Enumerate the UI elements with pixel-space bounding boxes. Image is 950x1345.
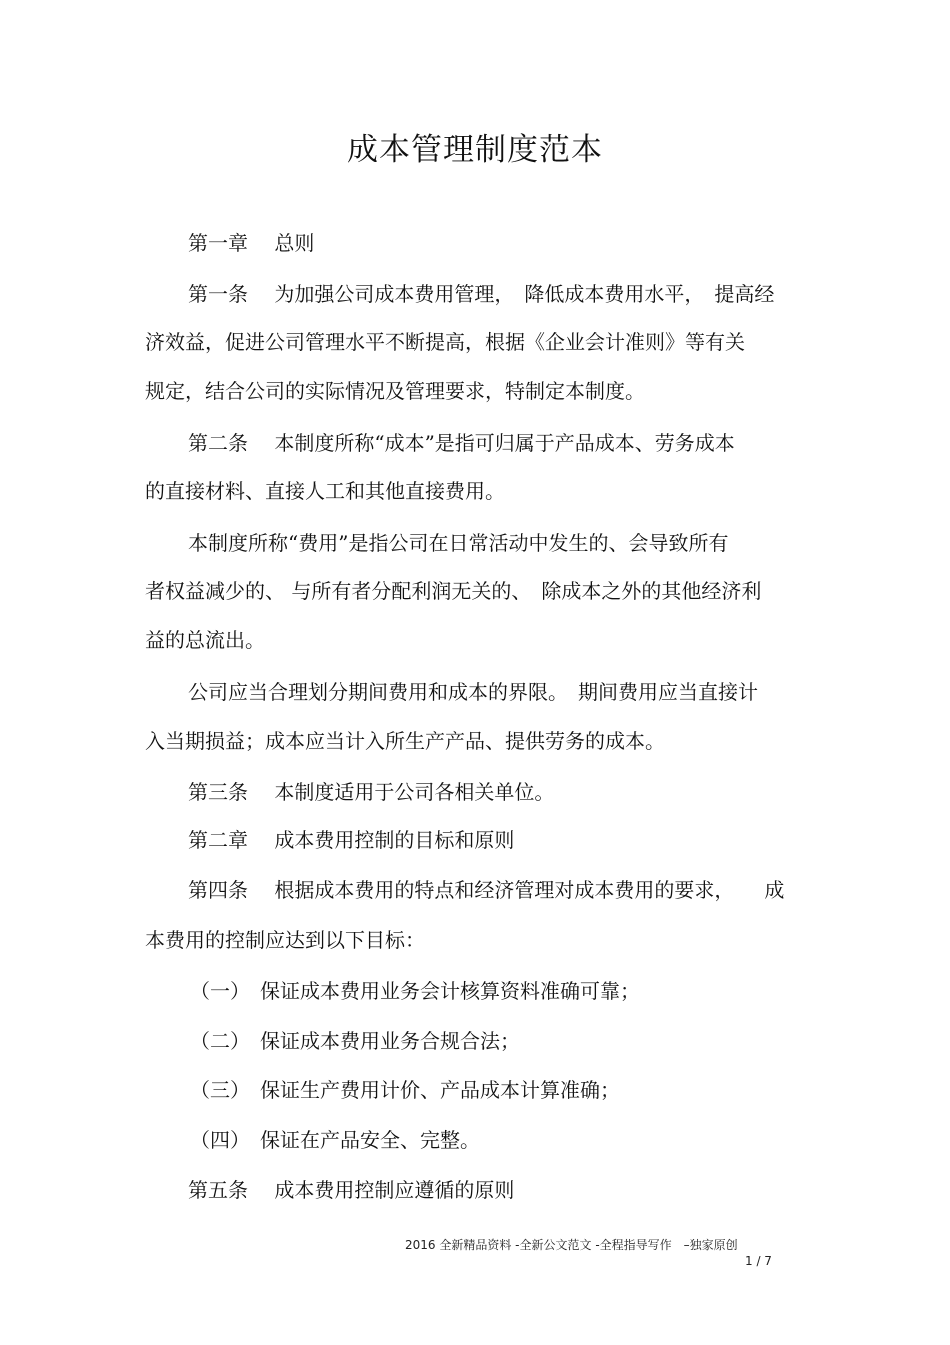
paragraph-line: 第二条 本制度所称“成本”是指可归属于产品成本、劳务成本 — [188, 431, 735, 455]
chapter-heading-2: 第二章 成本费用控制的目标和原则 — [188, 828, 515, 852]
paragraph-line: 第四条 根据成本费用的特点和经济管理对成本费用的要求， 成 — [188, 878, 785, 902]
paragraph-line: 本制度所称“费用”是指公司在日常活动中发生的、会导致所有 — [188, 531, 729, 555]
paragraph-line: 第三条 本制度适用于公司各相关单位。 — [188, 780, 555, 804]
paragraph-line: 第一条 为加强公司成本费用管理， 降低成本费用水平， 提高经 — [188, 282, 775, 306]
paragraph-line: 公司应当合理划分期间费用和成本的界限。 期间费用应当直接计 — [188, 680, 758, 704]
footer-tagline: 2016 全新精品资料 -全新公文范文 -全程指导写作 –独家原创 — [405, 1238, 738, 1252]
paragraph-line: 益的总流出。 — [145, 628, 265, 652]
paragraph-line: 的直接材料、直接人工和其他直接费用。 — [145, 479, 505, 503]
list-item: （四） 保证在产品安全、完整。 — [190, 1128, 480, 1152]
paragraph-line: 者权益减少的、 与所有者分配利润无关的、 除成本之外的其他经济利 — [145, 579, 762, 603]
paragraph-line: 第五条 成本费用控制应遵循的原则 — [188, 1178, 515, 1202]
list-item: （二） 保证成本费用业务合规合法； — [190, 1029, 520, 1053]
chapter-heading-1: 第一章 总则 — [188, 231, 315, 255]
list-item: （一） 保证成本费用业务会计核算资料准确可靠； — [190, 979, 640, 1003]
paragraph-line: 规定，结合公司的实际情况及管理要求，特制定本制度。 — [145, 379, 645, 403]
paragraph-line: 入当期损益；成本应当计入所生产产品、提供劳务的成本。 — [145, 729, 665, 753]
page-number: 1 / 7 — [745, 1254, 772, 1268]
paragraph-line: 本费用的控制应达到以下目标： — [145, 928, 425, 952]
list-item: （三） 保证生产费用计价、产品成本计算准确； — [190, 1078, 620, 1102]
paragraph-line: 济效益，促进公司管理水平不断提高，根据《企业会计准则》等有关 — [145, 330, 745, 354]
document-title: 成本管理制度范本 — [347, 132, 603, 168]
